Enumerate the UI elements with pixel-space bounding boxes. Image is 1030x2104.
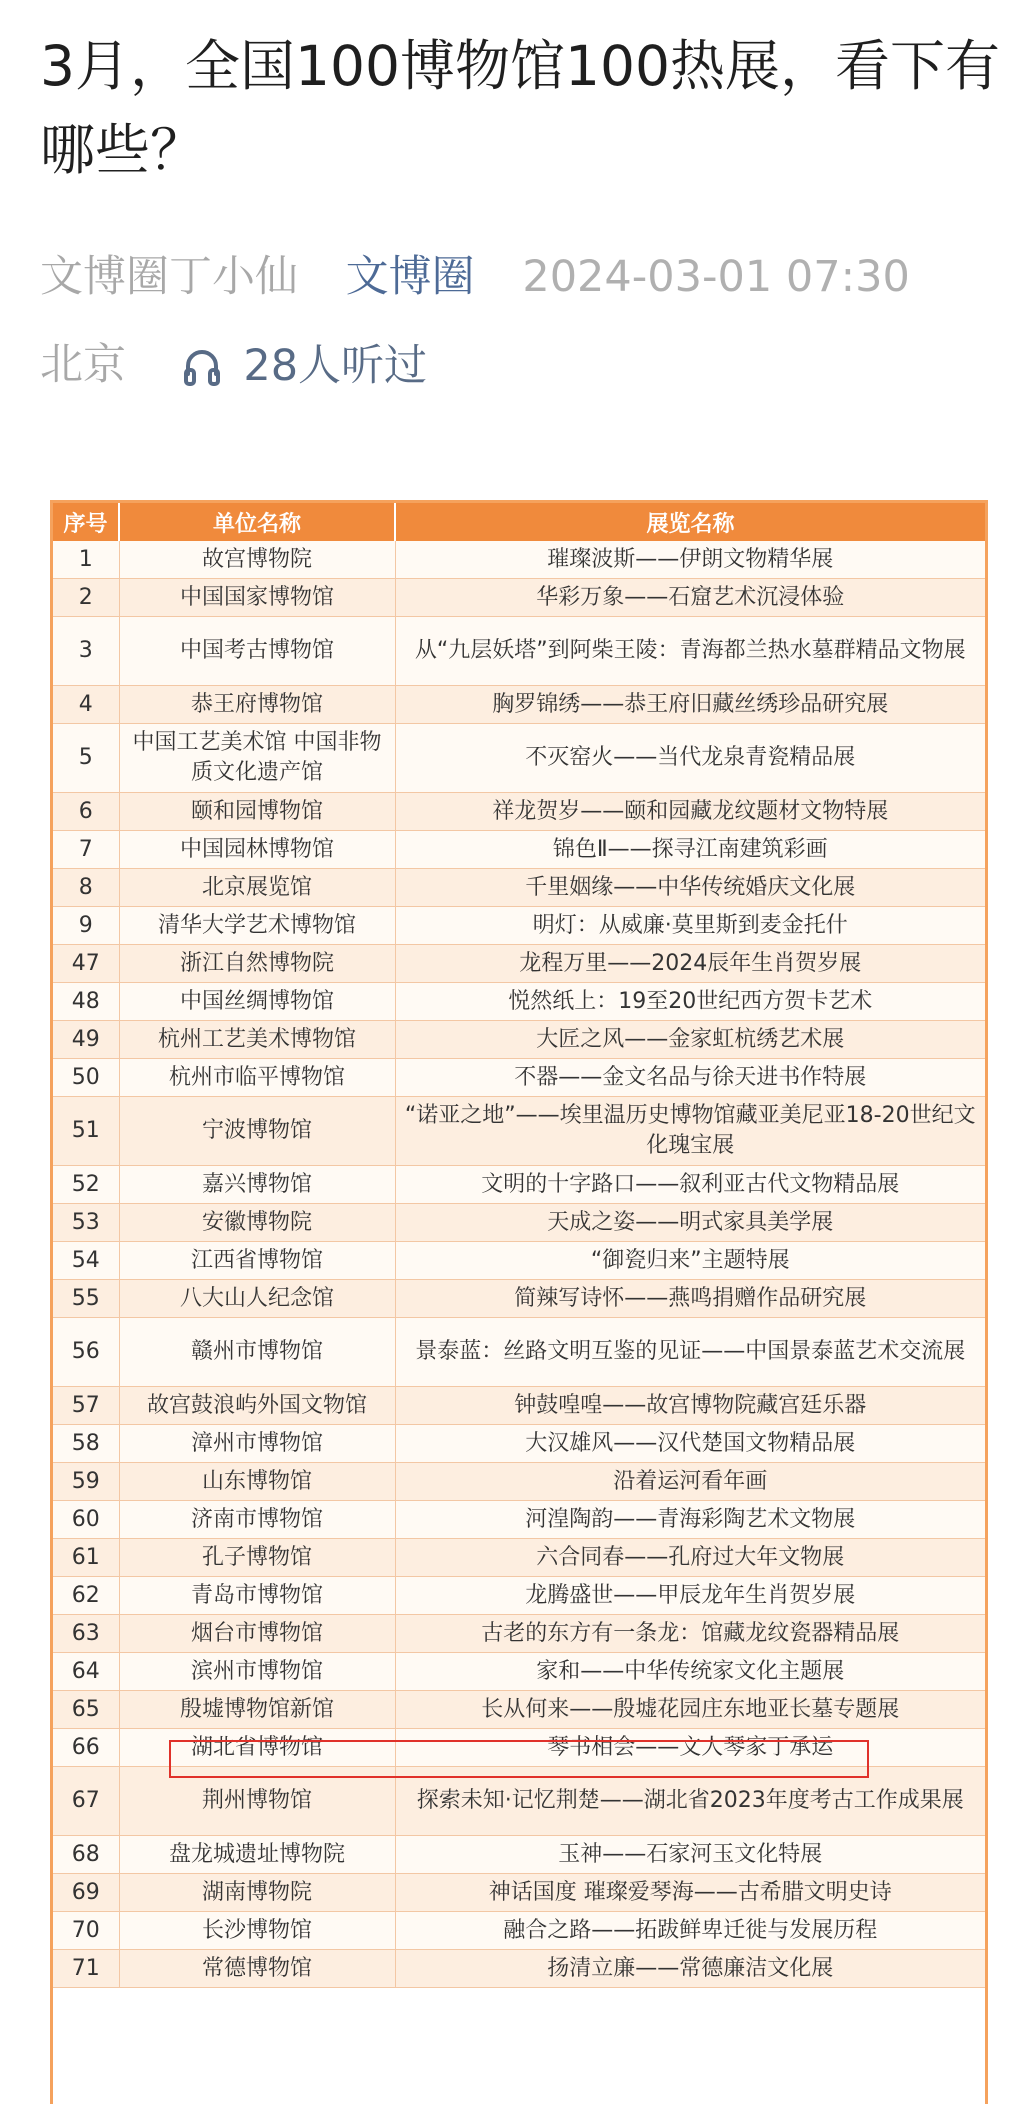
cell-exhibition: 家和——中华传统家文化主题展 bbox=[395, 1653, 985, 1691]
table-header-row bbox=[53, 503, 985, 541]
cell-exhibition: 文明的十字路口——叙利亚古代文物精品展 bbox=[395, 1166, 985, 1204]
cell-no: 71 bbox=[53, 1950, 119, 1988]
cell-unit: 颐和园博物馆 bbox=[119, 793, 395, 831]
cell-unit: 故宫鼓浪屿外国文物馆 bbox=[119, 1387, 395, 1425]
cell-no: 8 bbox=[53, 869, 119, 907]
cell-no: 53 bbox=[53, 1204, 119, 1242]
cell-unit: 宁波博物馆 bbox=[119, 1097, 395, 1166]
cell-exhibition: 玉神——石家河玉文化特展 bbox=[395, 1836, 985, 1874]
cell-exhibition: 祥龙贺岁——颐和园藏龙纹题材文物特展 bbox=[395, 793, 985, 831]
cell-no: 59 bbox=[53, 1463, 119, 1501]
cell-no: 6 bbox=[53, 793, 119, 831]
cell-unit: 青岛市博物馆 bbox=[119, 1577, 395, 1615]
cell-no: 1 bbox=[53, 541, 119, 579]
cell-exhibition: 沿着运河看年画 bbox=[395, 1463, 985, 1501]
table-row bbox=[53, 1767, 985, 1836]
cell-unit: 烟台市博物馆 bbox=[119, 1615, 395, 1653]
table-row bbox=[53, 1463, 985, 1501]
table-row bbox=[53, 1653, 985, 1691]
cell-exhibition: 古老的东方有一条龙：馆藏龙纹瓷器精品展 bbox=[395, 1615, 985, 1653]
cell-no: 55 bbox=[53, 1280, 119, 1318]
table-row bbox=[53, 1242, 985, 1280]
cell-exhibition: “诺亚之地”——埃里温历史博物馆藏亚美尼亚18-20世纪文化瑰宝展 bbox=[395, 1097, 985, 1166]
table-row bbox=[53, 1097, 985, 1166]
cell-unit: 盘龙城遗址博物院 bbox=[119, 1836, 395, 1874]
cell-exhibition: 从“九层妖塔”到阿柴王陵：青海都兰热水墓群精品文物展 bbox=[395, 617, 985, 686]
cell-exhibition: 千里姻缘——中华传统婚庆文化展 bbox=[395, 869, 985, 907]
table-row bbox=[53, 1912, 985, 1950]
cell-unit: 荆州博物馆 bbox=[119, 1767, 395, 1836]
headphone-icon bbox=[182, 344, 222, 388]
cell-no: 69 bbox=[53, 1874, 119, 1912]
cell-exhibition: 长从何来——殷墟花园庄东地亚长墓专题展 bbox=[395, 1691, 985, 1729]
cell-no: 4 bbox=[53, 686, 119, 724]
table-row bbox=[53, 1836, 985, 1874]
cell-no: 68 bbox=[53, 1836, 119, 1874]
cell-no: 52 bbox=[53, 1166, 119, 1204]
cell-unit: 赣州市博物馆 bbox=[119, 1318, 395, 1387]
account-link[interactable]: 文博圈 bbox=[345, 251, 475, 302]
cell-unit: 清华大学艺术博物馆 bbox=[119, 907, 395, 945]
cell-exhibition: 大匠之风——金家虹杭绣艺术展 bbox=[395, 1021, 985, 1059]
table-row bbox=[53, 983, 985, 1021]
header-cell-no: 序号 bbox=[53, 503, 119, 541]
table-row bbox=[53, 724, 985, 793]
cell-unit: 湖北省博物馆 bbox=[119, 1729, 395, 1767]
cell-no: 9 bbox=[53, 907, 119, 945]
cell-no: 50 bbox=[53, 1059, 119, 1097]
header-cell-exhibition: 展览名称 bbox=[395, 503, 985, 541]
listen-button[interactable] bbox=[182, 335, 427, 394]
table-row bbox=[53, 1425, 985, 1463]
cell-unit: 杭州市临平博物馆 bbox=[119, 1059, 395, 1097]
cell-no: 66 bbox=[53, 1729, 119, 1767]
publish-datetime: 2024-03-01 07:30 bbox=[522, 251, 910, 302]
cell-no: 5 bbox=[53, 724, 119, 793]
table-row bbox=[53, 1874, 985, 1912]
cell-no: 63 bbox=[53, 1615, 119, 1653]
cell-exhibition: 胸罗锦绣——恭王府旧藏丝绣珍品研究展 bbox=[395, 686, 985, 724]
cell-unit: 孔子博物馆 bbox=[119, 1539, 395, 1577]
cell-unit: 故宫博物院 bbox=[119, 541, 395, 579]
article-title: 3月，全国100博物馆100热展，看下有哪些？ bbox=[40, 34, 1000, 182]
cell-exhibition: 龙腾盛世——甲辰龙年生肖贺岁展 bbox=[395, 1577, 985, 1615]
cell-unit: 长沙博物馆 bbox=[119, 1912, 395, 1950]
cell-exhibition: 华彩万象——石窟艺术沉浸体验 bbox=[395, 579, 985, 617]
table-row bbox=[53, 1615, 985, 1653]
table-row bbox=[53, 793, 985, 831]
cell-unit: 八大山人纪念馆 bbox=[119, 1280, 395, 1318]
cell-exhibition: 天成之姿——明式家具美学展 bbox=[395, 1204, 985, 1242]
cell-no: 70 bbox=[53, 1912, 119, 1950]
cell-exhibition: 神话国度 璀璨爱琴海——古希腊文明史诗 bbox=[395, 1874, 985, 1912]
table-row bbox=[53, 831, 985, 869]
cell-no: 56 bbox=[53, 1318, 119, 1387]
cell-no: 58 bbox=[53, 1425, 119, 1463]
header-cell-unit: 单位名称 bbox=[119, 503, 395, 541]
cell-unit: 湖南博物院 bbox=[119, 1874, 395, 1912]
table-row bbox=[53, 1577, 985, 1615]
cell-unit: 中国丝绸博物馆 bbox=[119, 983, 395, 1021]
table-row bbox=[53, 1539, 985, 1577]
cell-exhibition: 河湟陶韵——青海彩陶艺术文物展 bbox=[395, 1501, 985, 1539]
cell-exhibition: 融合之路——拓跋鲜卑迁徙与发展历程 bbox=[395, 1912, 985, 1950]
table-row bbox=[53, 1318, 985, 1387]
cell-unit: 浙江自然博物院 bbox=[119, 945, 395, 983]
cell-exhibition: 悦然纸上：19至20世纪西方贺卡艺术 bbox=[395, 983, 985, 1021]
cell-unit: 中国考古博物馆 bbox=[119, 617, 395, 686]
cell-unit: 嘉兴博物馆 bbox=[119, 1166, 395, 1204]
table-row bbox=[53, 869, 985, 907]
cell-no: 54 bbox=[53, 1242, 119, 1280]
exhibition-table-image bbox=[50, 500, 988, 2104]
cell-unit: 杭州工艺美术博物馆 bbox=[119, 1021, 395, 1059]
cell-unit: 滨州市博物馆 bbox=[119, 1653, 395, 1691]
exhibition-table bbox=[53, 503, 985, 1988]
cell-no: 62 bbox=[53, 1577, 119, 1615]
cell-exhibition: 锦色Ⅱ——探寻江南建筑彩画 bbox=[395, 831, 985, 869]
cell-exhibition: 琴书相会——文人琴家丁承运 bbox=[395, 1729, 985, 1767]
cell-exhibition: 不器——金文名品与徐天进书作特展 bbox=[395, 1059, 985, 1097]
table-row bbox=[53, 541, 985, 579]
author-name[interactable]: 文博圈丁小仙 bbox=[40, 251, 298, 302]
cell-exhibition: 璀璨波斯——伊朗文物精华展 bbox=[395, 541, 985, 579]
cell-exhibition: 明灯：从威廉·莫里斯到麦金托什 bbox=[395, 907, 985, 945]
cell-exhibition: 简辣写诗怀——燕鸣捐赠作品研究展 bbox=[395, 1280, 985, 1318]
table-body bbox=[53, 541, 985, 1988]
cell-unit: 中国国家博物馆 bbox=[119, 579, 395, 617]
table-row bbox=[53, 1059, 985, 1097]
cell-unit: 中国园林博物馆 bbox=[119, 831, 395, 869]
article-meta-secondary bbox=[40, 334, 427, 394]
cell-exhibition: 六合同春——孔府过大年文物展 bbox=[395, 1539, 985, 1577]
listen-count: 28人听过 bbox=[243, 340, 428, 391]
cell-unit: 山东博物馆 bbox=[119, 1463, 395, 1501]
cell-exhibition: 扬清立廉——常德廉洁文化展 bbox=[395, 1950, 985, 1988]
cell-unit: 北京展览馆 bbox=[119, 869, 395, 907]
table-row bbox=[53, 1166, 985, 1204]
table-row bbox=[53, 1387, 985, 1425]
table-row bbox=[53, 907, 985, 945]
cell-unit: 殷墟博物馆新馆 bbox=[119, 1691, 395, 1729]
cell-exhibition: 探索未知·记忆荆楚——湖北省2023年度考古工作成果展 bbox=[395, 1767, 985, 1836]
cell-unit: 常德博物馆 bbox=[119, 1950, 395, 1988]
table-row bbox=[53, 1501, 985, 1539]
table-row bbox=[53, 617, 985, 686]
cell-unit: 安徽博物院 bbox=[119, 1204, 395, 1242]
table-row bbox=[53, 1729, 985, 1767]
cell-exhibition: 大汉雄风——汉代楚国文物精品展 bbox=[395, 1425, 985, 1463]
cell-no: 47 bbox=[53, 945, 119, 983]
table-row bbox=[53, 945, 985, 983]
cell-no: 57 bbox=[53, 1387, 119, 1425]
cell-exhibition: 龙程万里——2024辰年生肖贺岁展 bbox=[395, 945, 985, 983]
cell-no: 3 bbox=[53, 617, 119, 686]
cell-no: 67 bbox=[53, 1767, 119, 1836]
cell-no: 65 bbox=[53, 1691, 119, 1729]
cell-unit: 中国工艺美术馆 中国非物质文化遗产馆 bbox=[119, 724, 395, 793]
cell-exhibition: 不灭窑火——当代龙泉青瓷精品展 bbox=[395, 724, 985, 793]
table-row bbox=[53, 1280, 985, 1318]
article-meta bbox=[40, 246, 910, 305]
table-row bbox=[53, 1691, 985, 1729]
cell-unit: 江西省博物馆 bbox=[119, 1242, 395, 1280]
table-row bbox=[53, 1204, 985, 1242]
table-row bbox=[53, 686, 985, 724]
cell-no: 64 bbox=[53, 1653, 119, 1691]
cell-exhibition: 钟鼓喤喤——故宫博物院藏宫廷乐器 bbox=[395, 1387, 985, 1425]
table-row bbox=[53, 1021, 985, 1059]
cell-exhibition: 景泰蓝：丝路文明互鉴的见证——中国景泰蓝艺术交流展 bbox=[395, 1318, 985, 1387]
cell-no: 61 bbox=[53, 1539, 119, 1577]
publish-location: 北京 bbox=[40, 339, 126, 390]
cell-no: 2 bbox=[53, 579, 119, 617]
cell-unit: 恭王府博物馆 bbox=[119, 686, 395, 724]
table-row bbox=[53, 1950, 985, 1988]
cell-unit: 漳州市博物馆 bbox=[119, 1425, 395, 1463]
cell-no: 48 bbox=[53, 983, 119, 1021]
cell-exhibition: “御瓷归来”主题特展 bbox=[395, 1242, 985, 1280]
cell-unit: 济南市博物馆 bbox=[119, 1501, 395, 1539]
cell-no: 49 bbox=[53, 1021, 119, 1059]
cell-no: 51 bbox=[53, 1097, 119, 1166]
table-row bbox=[53, 579, 985, 617]
cell-no: 7 bbox=[53, 831, 119, 869]
cell-no: 60 bbox=[53, 1501, 119, 1539]
